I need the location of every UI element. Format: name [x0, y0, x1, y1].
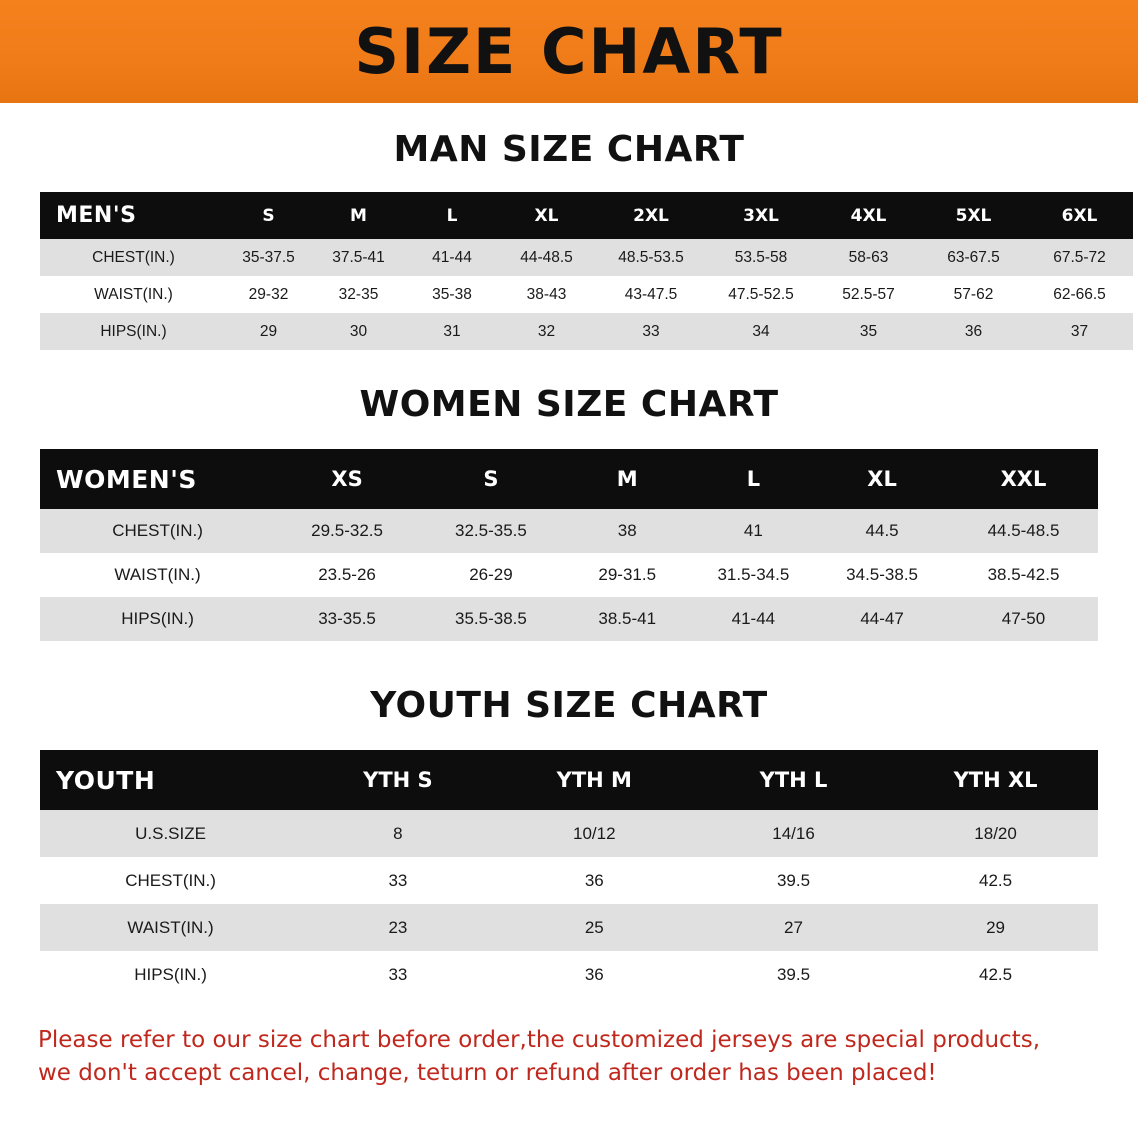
- cell: 52.5-57: [816, 276, 921, 313]
- men-size-table: [40, 192, 1133, 350]
- cell: 8: [301, 810, 495, 857]
- page-title: SIZE CHART: [354, 14, 784, 88]
- cell: 37: [1026, 313, 1133, 350]
- cell: 29-31.5: [563, 553, 692, 597]
- cell: 37.5-41: [310, 239, 407, 276]
- cell: 32: [497, 313, 596, 350]
- cell: 30: [310, 313, 407, 350]
- cell: 32.5-35.5: [419, 509, 563, 553]
- cell: 38.5-41: [563, 597, 692, 641]
- cell: 39.5: [694, 857, 893, 904]
- column-header: S: [227, 192, 310, 239]
- table-row: [40, 276, 1133, 313]
- cell: 29-32: [227, 276, 310, 313]
- cell: 35-38: [407, 276, 497, 313]
- cell: 47-50: [949, 597, 1098, 641]
- row-label: WAIST(IN.): [40, 276, 227, 313]
- table-row: [40, 857, 1098, 904]
- column-header: XL: [815, 449, 949, 509]
- table-row: [40, 904, 1098, 951]
- cell: 36: [921, 313, 1026, 350]
- cell: 33: [301, 951, 495, 998]
- cell: 35: [816, 313, 921, 350]
- page-banner: [0, 0, 1138, 103]
- column-header: WOMEN'S: [40, 449, 275, 509]
- women-table-wrapper: [40, 449, 1098, 641]
- cell: 34.5-38.5: [815, 553, 949, 597]
- cell: 39.5: [694, 951, 893, 998]
- row-label: CHEST(IN.): [40, 857, 301, 904]
- row-label: U.S.SIZE: [40, 810, 301, 857]
- column-header: YTH L: [694, 750, 893, 810]
- disclaimer-line-2: we don't accept cancel, change, teturn or refund after order has been placed!: [38, 1060, 937, 1087]
- column-header: M: [310, 192, 407, 239]
- cell: 34: [706, 313, 816, 350]
- table-row: [40, 239, 1133, 276]
- column-header: L: [407, 192, 497, 239]
- cell: 25: [495, 904, 694, 951]
- table-row: [40, 553, 1098, 597]
- cell: 41-44: [407, 239, 497, 276]
- cell: 31.5-34.5: [692, 553, 816, 597]
- column-header: XXL: [949, 449, 1098, 509]
- cell: 57-62: [921, 276, 1026, 313]
- cell: 35.5-38.5: [419, 597, 563, 641]
- cell: 38-43: [497, 276, 596, 313]
- cell: 31: [407, 313, 497, 350]
- cell: 41: [692, 509, 816, 553]
- cell: 32-35: [310, 276, 407, 313]
- cell: 42.5: [893, 857, 1098, 904]
- disclaimer-line-1: Please refer to our size chart before order,the customized jerseys are special products,: [38, 1027, 1041, 1053]
- cell: 58-63: [816, 239, 921, 276]
- cell: 62-66.5: [1026, 276, 1133, 313]
- disclaimer-note: [38, 1024, 1100, 1091]
- table-header-row: [40, 192, 1133, 239]
- youth-size-table: [40, 750, 1098, 998]
- cell: 26-29: [419, 553, 563, 597]
- row-label: CHEST(IN.): [40, 509, 275, 553]
- column-header: MEN'S: [40, 192, 227, 239]
- cell: 44-48.5: [497, 239, 596, 276]
- cell: 48.5-53.5: [596, 239, 706, 276]
- cell: 36: [495, 857, 694, 904]
- cell: 33: [301, 857, 495, 904]
- cell: 29: [893, 904, 1098, 951]
- table-row: [40, 313, 1133, 350]
- column-header: 3XL: [706, 192, 816, 239]
- cell: 23: [301, 904, 495, 951]
- cell: 42.5: [893, 951, 1098, 998]
- women-size-table: [40, 449, 1098, 641]
- cell: 27: [694, 904, 893, 951]
- cell: 29: [227, 313, 310, 350]
- column-header: S: [419, 449, 563, 509]
- cell: 33-35.5: [275, 597, 419, 641]
- row-label: WAIST(IN.): [40, 553, 275, 597]
- cell: 67.5-72: [1026, 239, 1133, 276]
- row-label: HIPS(IN.): [40, 313, 227, 350]
- row-label: HIPS(IN.): [40, 951, 301, 998]
- column-header: L: [692, 449, 816, 509]
- row-label: CHEST(IN.): [40, 239, 227, 276]
- cell: 35-37.5: [227, 239, 310, 276]
- cell: 44-47: [815, 597, 949, 641]
- column-header: YTH M: [495, 750, 694, 810]
- cell: 41-44: [692, 597, 816, 641]
- cell: 38: [563, 509, 692, 553]
- cell: 44.5-48.5: [949, 509, 1098, 553]
- column-header: XS: [275, 449, 419, 509]
- column-header: 5XL: [921, 192, 1026, 239]
- women-section-title: WOMEN SIZE CHART: [359, 384, 779, 425]
- row-label: WAIST(IN.): [40, 904, 301, 951]
- youth-section-title: YOUTH SIZE CHART: [370, 685, 768, 726]
- man-table-wrapper: [40, 192, 1106, 350]
- column-header: 2XL: [596, 192, 706, 239]
- table-header-row: [40, 750, 1098, 810]
- cell: 38.5-42.5: [949, 553, 1098, 597]
- table-header-row: [40, 449, 1098, 509]
- table-row: [40, 810, 1098, 857]
- cell: 23.5-26: [275, 553, 419, 597]
- cell: 14/16: [694, 810, 893, 857]
- cell: 29.5-32.5: [275, 509, 419, 553]
- column-header: M: [563, 449, 692, 509]
- cell: 33: [596, 313, 706, 350]
- row-label: HIPS(IN.): [40, 597, 275, 641]
- cell: 10/12: [495, 810, 694, 857]
- column-header: YOUTH: [40, 750, 301, 810]
- cell: 47.5-52.5: [706, 276, 816, 313]
- column-header: 6XL: [1026, 192, 1133, 239]
- cell: 63-67.5: [921, 239, 1026, 276]
- column-header: YTH XL: [893, 750, 1098, 810]
- column-header: 4XL: [816, 192, 921, 239]
- cell: 18/20: [893, 810, 1098, 857]
- cell: 44.5: [815, 509, 949, 553]
- youth-table-wrapper: [40, 750, 1098, 998]
- column-header: YTH S: [301, 750, 495, 810]
- table-row: [40, 597, 1098, 641]
- cell: 43-47.5: [596, 276, 706, 313]
- cell: 53.5-58: [706, 239, 816, 276]
- man-section-title: MAN SIZE CHART: [393, 129, 745, 170]
- cell: 36: [495, 951, 694, 998]
- table-row: [40, 509, 1098, 553]
- table-row: [40, 951, 1098, 998]
- column-header: XL: [497, 192, 596, 239]
